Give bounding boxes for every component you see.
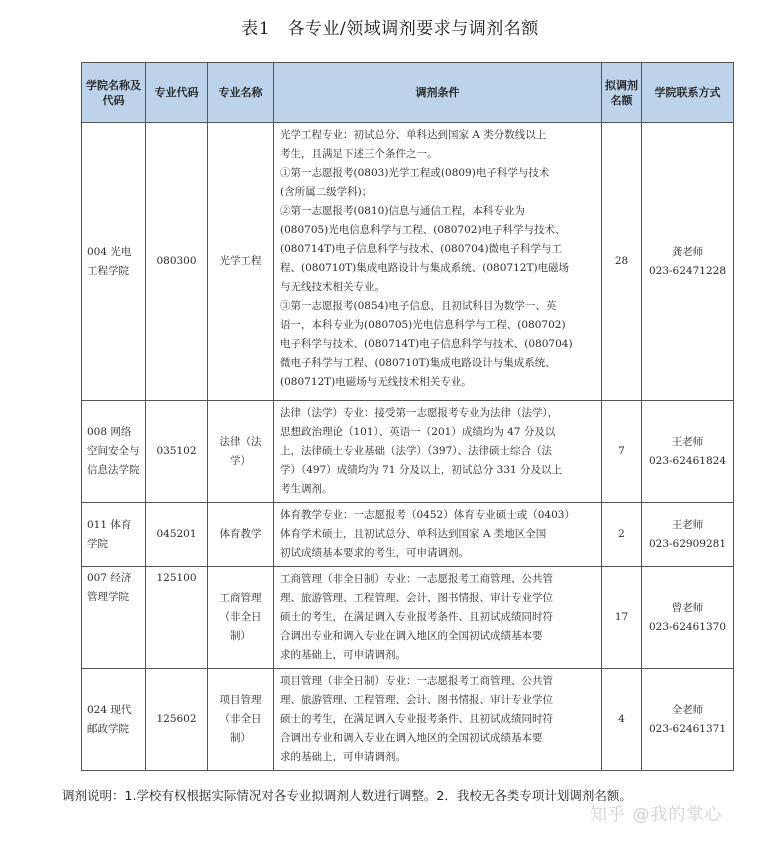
code-cell: 080300 [146,123,208,401]
table-row [82,401,734,503]
table-row [82,567,734,669]
quota-cell: 7 [602,401,642,503]
major-cell: 法律（法学） [208,401,274,503]
contact-name: 全老师 [671,703,704,716]
code-cell: 125100 [146,567,208,669]
header-major: 专业名称 [208,63,274,123]
code-cell: 045201 [146,503,208,567]
table-row [82,669,734,771]
contact-phone: 023-62461370 [648,620,727,633]
college-cell: 004 光电工程学院 [82,123,146,401]
contact-phone: 023-62461824 [648,454,727,467]
code-cell: 125602 [146,669,208,771]
adjustment-table [81,62,734,771]
watermark: 知乎 @我的掌心 [590,805,723,825]
college-cell: 007 经济管理学院 [82,567,146,669]
contact-name: 龚老师 [671,245,704,258]
condition-cell: 光学工程专业：初试总分、单科达到国家 A 类分数线以上 考生，且满足下述三个条件之一。 ①第一志愿报考(0803)光学工程或(0809)电子科学与技术 (含所属二级学科)； ②第一志愿报考(0810)信息与通信工程，本科专业为 (080705)光电信息科学与工程、(080702)电子科学与技术、 (080714T)电子信息科学与技术、(080704)微电子科学与工 程、(080710T)集成电路设计与集成系统、(080712T)电磁场 与无线技术相关专业。 ③第一志愿报考(0854)电子信息，且初试科目为数学一、英 语一，本科专业为(080705)光电信息科学与工程、(080702) 电子科学与技术、(080714T)电子信息科学与技术、(080704) 微电子科学与工程、(080710T)集成电路设计与集成系统、 (080712T)电磁场与无线技术相关专业。 [274,123,602,401]
header-college: 学院名称及代码 [82,63,146,123]
contact-phone: 023-62471228 [648,264,727,277]
header-code: 专业代码 [146,63,208,123]
college-cell: 008 网络空间安全与信息法学院 [82,401,146,503]
condition-cell: 法律（法学）专业：接受第一志愿报考专业为法律（法学）， 思想政治理论（101）、英语一（201）成绩均为 47 分及以 上，法律硕士专业基础（法学）（397）、法律硕士综合（法 学）（497）成绩均为 71 分及以上，初试总分 331 分及以上 考生调剂。 [274,401,602,503]
condition-cell: 工商管理（非全日制）专业：一志愿报考工商管理、公共管 理、旅游管理、工程管理、会计、图书情报、审计专业学位 硕士的考生，在满足调入专业报考条件、且初试成绩同时符 合调出专业和调入专业在调入地区的全国初试成绩基本要 求的基础上，可申请调剂。 [274,567,602,669]
major-cell: 项目管理（非全日制） [208,669,274,771]
contact-name: 王老师 [671,518,704,531]
quota-cell: 28 [602,123,642,401]
contact-name: 曾老师 [671,601,704,614]
contact-cell [642,669,734,771]
table-row [82,503,734,567]
major-cell: 工商管理（非全日制） [208,567,274,669]
contact-cell [642,567,734,669]
contact-cell [642,123,734,401]
code-cell: 035102 [146,401,208,503]
header-condition: 调剂条件 [274,63,602,123]
college-cell: 011 体育学院 [82,503,146,567]
quota-cell: 17 [602,567,642,669]
table-title: 表1 各专业/领域调剂要求与调剂名额 [241,19,539,39]
contact-phone: 023-62909281 [648,537,727,550]
major-cell: 光学工程 [208,123,274,401]
header-quota: 拟调剂名额 [602,63,642,123]
condition-cell: 项目管理（非全日制）专业：一志愿报考工商管理、公共管 理、旅游管理、工程管理、会计、图书情报、审计专业学位 硕士的考生，在满足调入专业报考条件、且初试成绩同时符 合调出专业和调入专业在调入地区的全国初试成绩基本要 求的基础上，可申请调剂。 [274,669,602,771]
adjustment-note: 调剂说明：1.学校有权根据实际情况对各专业拟调剂人数进行调整。2．我校无各类专项计划调剂名额。 [62,788,632,803]
contact-cell [642,503,734,567]
quota-cell: 2 [602,503,642,567]
college-cell: 024 现代邮政学院 [82,669,146,771]
major-cell: 体育教学 [208,503,274,567]
contact-phone: 023-62461371 [648,722,727,735]
contact-name: 王老师 [671,435,704,448]
contact-cell [642,401,734,503]
quota-cell: 4 [602,669,642,771]
condition-cell: 体育教学专业：一志愿报考（0452）体育专业硕士或（0403） 体育学术硕士，且初试总分、单科达到国家 A 类地区全国 初试成绩基本要求的考生，可申请调剂。 [274,503,602,567]
header-contact: 学院联系方式 [642,63,734,123]
table-row [82,123,734,401]
